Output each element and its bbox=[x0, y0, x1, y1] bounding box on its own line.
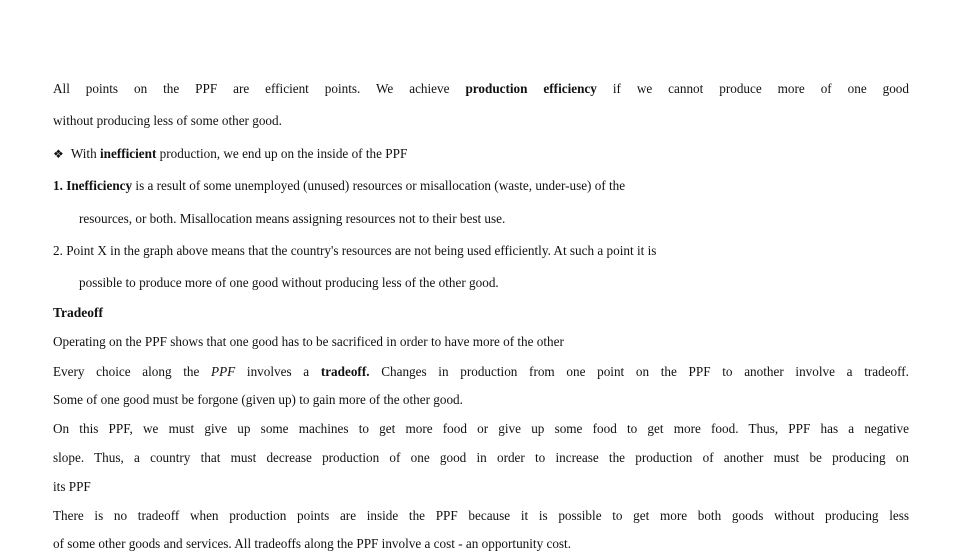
every-choice-line-2: Some of one good must be forgone (given up) to gain more of the other good. bbox=[53, 392, 463, 407]
text-run: All points on the PPF are efficient points. We achieve bbox=[53, 81, 466, 96]
inefficient-bullet bbox=[53, 146, 909, 162]
bold-term-inefficiency: Inefficiency bbox=[62, 178, 133, 193]
negative-slope-line-1: On this PPF, we must give up some machines to get more food or give up some food to get more food. Thus, PPF has a negative bbox=[53, 421, 909, 436]
no-tradeoff-line-1: There is no tradeoff when production points are inside the PPF because it is possible to get more both goods without producing less bbox=[53, 508, 909, 523]
efficiency-paragraph-line-1 bbox=[53, 81, 909, 97]
every-choice-line-1 bbox=[53, 364, 909, 380]
point-x-item-line-1: 2. Point X in the graph above means that the country's resources are not being used efficiently. At such a point it is bbox=[53, 243, 657, 258]
text-run: is a result of some unemployed (unused) resources or misallocation (waste, under-use) of the bbox=[132, 178, 626, 193]
text-run: With bbox=[67, 146, 100, 161]
bold-term-inefficient: inefficient bbox=[99, 146, 157, 161]
inefficiency-item-line-2: resources, or both. Misallocation means assigning resources not to their best use. bbox=[79, 211, 506, 226]
efficiency-paragraph-line-2: without producing less of some other good. bbox=[53, 113, 282, 128]
negative-slope-line-3: its PPF bbox=[53, 479, 91, 494]
text-run: Changes in production from one point on the PPF to another involve a tradeoff. bbox=[369, 364, 909, 379]
no-tradeoff-line-2: of some other goods and services. All tradeoffs along the PPF involve a cost - an opportunity cost. bbox=[53, 536, 572, 551]
bold-term-tradeoff: tradeoff. bbox=[320, 364, 370, 379]
italic-term-ppf: PPF bbox=[211, 364, 236, 379]
bold-term-production-efficiency: production efficiency bbox=[465, 81, 597, 96]
text-run: Every choice along the bbox=[53, 364, 212, 379]
tradeoff-intro-line: Operating on the PPF shows that one good has to be sacrificed in order to have more of the other bbox=[53, 334, 564, 349]
negative-slope-line-2: slope. Thus, a country that must decrease production of one good in order to increase the production of another must be producing on bbox=[53, 450, 909, 465]
tradeoff-heading: Tradeoff bbox=[53, 305, 103, 320]
inefficiency-item-line-1 bbox=[53, 178, 909, 194]
text-run: if we cannot produce more of one good bbox=[596, 81, 909, 96]
text-run: production, we end up on the inside of the PPF bbox=[156, 146, 408, 161]
item-number: 1. bbox=[53, 178, 63, 193]
text-run: involves a bbox=[235, 364, 321, 379]
diamond-bullet-icon: ❖ bbox=[53, 147, 64, 161]
point-x-item-line-2: possible to produce more of one good without producing less of the other good. bbox=[79, 275, 499, 290]
